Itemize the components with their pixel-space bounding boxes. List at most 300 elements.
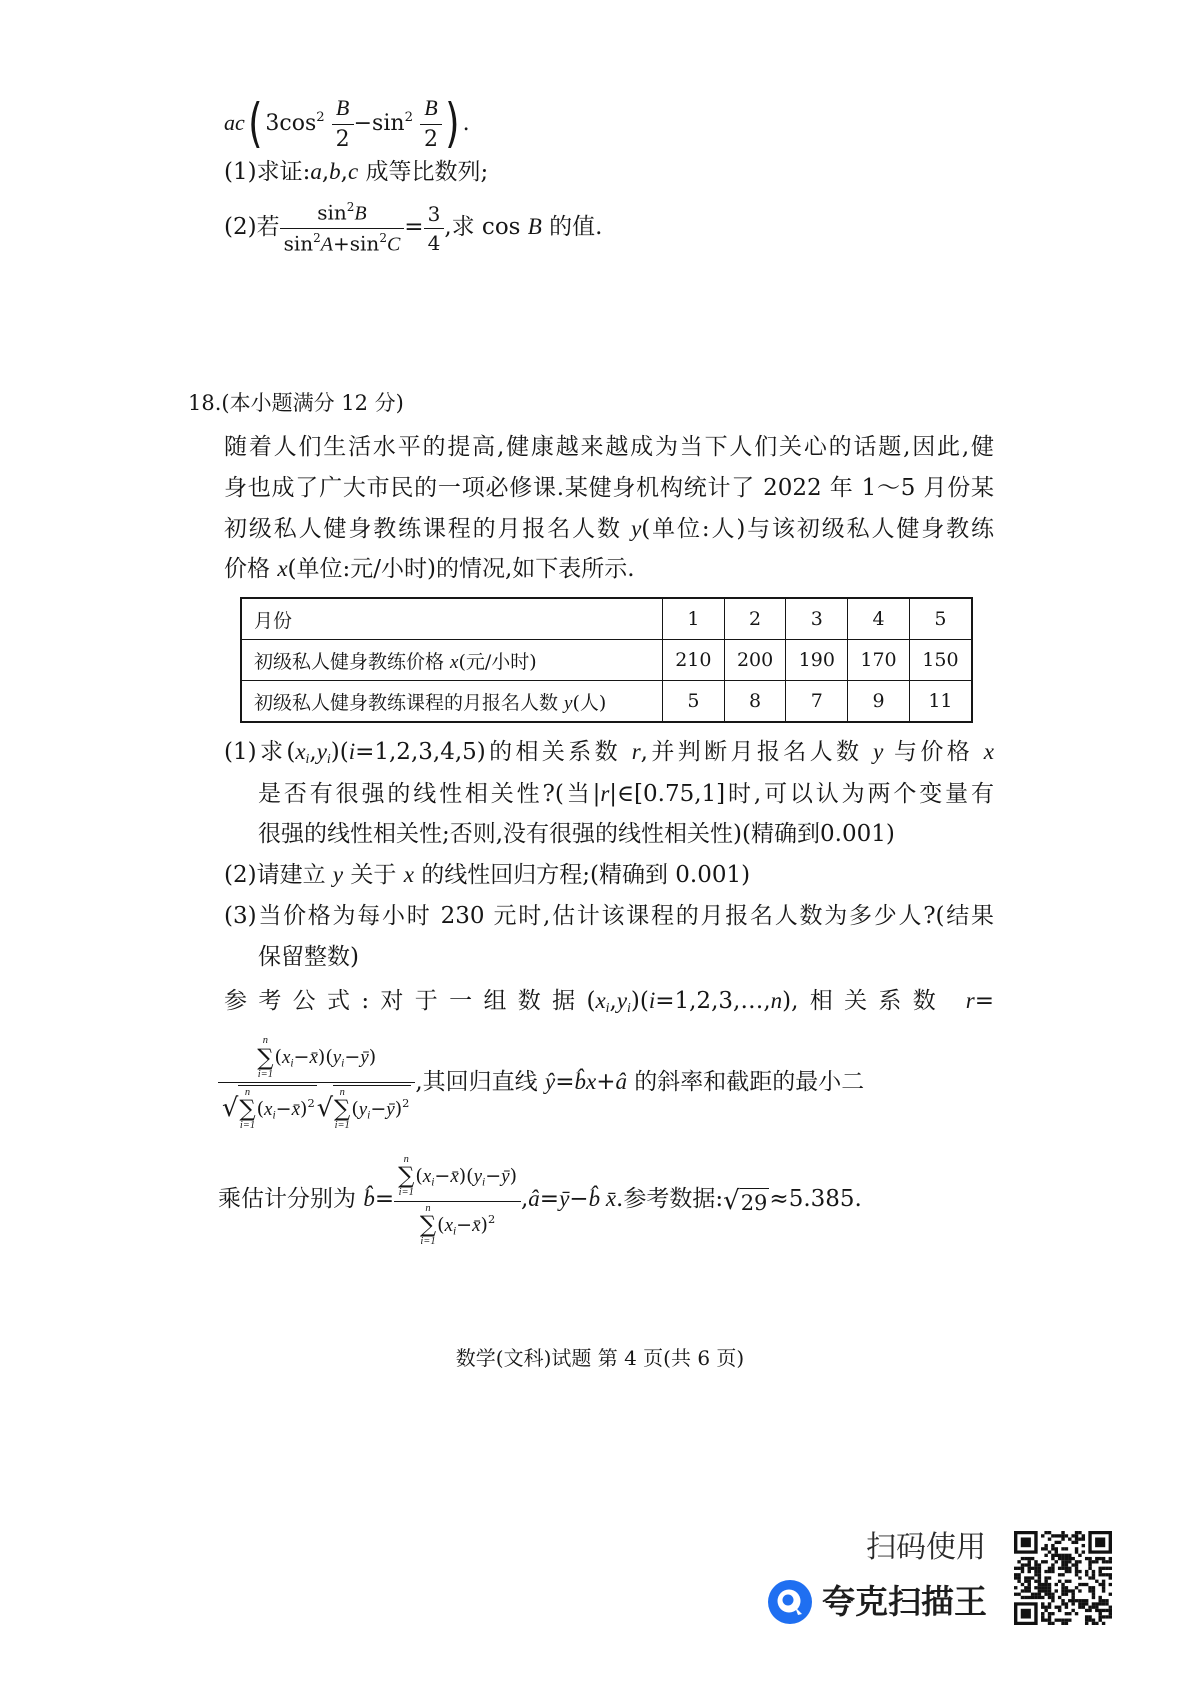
math-text: = xyxy=(555,1069,575,1095)
sum-upper-limit: n xyxy=(262,1035,268,1047)
qr-module xyxy=(1102,1615,1105,1618)
qr-module xyxy=(1071,1534,1074,1537)
least-squares-formula-line xyxy=(218,1149,862,1251)
qr-module xyxy=(1088,1576,1091,1579)
table-cell: 210 xyxy=(663,640,725,681)
fraction-denominator: 2 xyxy=(335,126,350,152)
qr-module xyxy=(1092,1622,1095,1625)
math-subscript: i xyxy=(431,1176,435,1189)
square-root-sign: √ xyxy=(222,1092,239,1123)
qr-module xyxy=(1105,1599,1108,1602)
qr-module xyxy=(1098,1596,1101,1599)
fraction-numerator xyxy=(218,1036,415,1083)
qr-module xyxy=(1038,1593,1041,1596)
math-superscript: 2 xyxy=(404,110,413,125)
math-text: sin xyxy=(283,230,314,255)
qr-module xyxy=(1095,1609,1098,1612)
qr-module xyxy=(1102,1573,1105,1576)
qr-module xyxy=(1109,1573,1112,1576)
text-segment: 初级私人健身教练课程的月报名人数 xyxy=(224,516,632,542)
qr-module xyxy=(1065,1557,1068,1560)
table-cell: 150 xyxy=(909,640,972,681)
qr-module xyxy=(1041,1619,1044,1622)
qr-module xyxy=(1075,1537,1078,1540)
qr-module xyxy=(1095,1606,1098,1609)
qr-module xyxy=(1051,1593,1054,1596)
left-parenthesis: ( xyxy=(247,92,263,154)
sum-sign: ∑ xyxy=(334,1096,351,1123)
qr-module xyxy=(1068,1537,1071,1540)
math-variable: B xyxy=(527,214,542,239)
qr-module xyxy=(1098,1570,1101,1573)
qr-module xyxy=(1065,1602,1068,1605)
qr-module xyxy=(1048,1622,1051,1625)
math-variable: x xyxy=(277,556,288,581)
qr-module xyxy=(1109,1612,1112,1615)
qr-module xyxy=(1102,1560,1105,1563)
qr-module xyxy=(1105,1609,1108,1612)
qr-module xyxy=(1061,1599,1064,1602)
correlation-fraction xyxy=(218,1036,415,1131)
math-text: ) xyxy=(394,1097,403,1120)
math-variable: ŷ xyxy=(545,1069,556,1094)
math-text: −sin xyxy=(353,111,405,137)
reference-formula-line xyxy=(224,986,994,1023)
fraction-denominator xyxy=(280,229,405,256)
qr-module xyxy=(1085,1583,1088,1586)
qr-module xyxy=(1048,1589,1051,1592)
qr-module xyxy=(1048,1531,1051,1534)
math-text: ) xyxy=(368,1046,377,1069)
math-variable: x̄ xyxy=(472,1214,481,1236)
qr-module xyxy=(1082,1583,1085,1586)
table-cell: 11 xyxy=(909,681,972,723)
qr-module xyxy=(1068,1599,1071,1602)
math-variable: â xyxy=(615,1069,627,1094)
qr-module xyxy=(1031,1576,1034,1579)
qr-module xyxy=(1055,1589,1058,1592)
qr-module xyxy=(1082,1550,1085,1553)
qr-module xyxy=(1044,1544,1047,1547)
qr-module xyxy=(1075,1586,1078,1589)
qr-module xyxy=(1028,1560,1031,1563)
qr-module xyxy=(1102,1583,1105,1586)
radicand: 29 xyxy=(740,1188,770,1215)
qr-module xyxy=(1102,1622,1105,1625)
qr-module xyxy=(1048,1619,1051,1622)
qr-module xyxy=(1065,1619,1068,1622)
qr-module xyxy=(1065,1622,1068,1625)
qr-module xyxy=(1088,1619,1091,1622)
qr-module xyxy=(1028,1589,1031,1592)
text-segment: 很强的线性相关性;否则,没有很强的线性相关性)(精确到0.001) xyxy=(258,821,895,847)
right-parenthesis: ) xyxy=(445,92,460,154)
qr-module xyxy=(1017,1580,1020,1583)
table-header-cell: 月份 xyxy=(241,598,663,640)
qr-module xyxy=(1024,1563,1027,1566)
qr-module xyxy=(1031,1593,1034,1596)
qr-module xyxy=(1041,1547,1044,1550)
math-variable: x̄ xyxy=(450,1165,459,1187)
text-segment: 价格 xyxy=(224,556,278,582)
qr-module xyxy=(1098,1599,1101,1602)
math-subscript: i xyxy=(627,1000,631,1016)
qr-module xyxy=(1061,1531,1064,1534)
q17-condition-formula xyxy=(224,86,470,156)
math-variable: x xyxy=(450,651,459,673)
qr-module xyxy=(1024,1596,1027,1599)
math-variable: r xyxy=(965,988,975,1013)
table-row xyxy=(241,681,972,723)
qr-module xyxy=(1038,1596,1041,1599)
qr-module xyxy=(1034,1586,1037,1589)
page-footer: 数学(文科)试题 第 4 页(共 6 页) xyxy=(455,1346,745,1370)
qr-module xyxy=(1038,1580,1041,1583)
text-segment: (1)求证: xyxy=(224,159,311,185)
qr-module xyxy=(1095,1557,1098,1560)
qr-module xyxy=(1034,1567,1037,1570)
qr-module xyxy=(1102,1589,1105,1592)
fraction xyxy=(280,200,405,256)
qr-module xyxy=(1055,1534,1058,1537)
qr-module xyxy=(1044,1589,1047,1592)
qr-module xyxy=(1105,1615,1108,1618)
qr-module xyxy=(1051,1570,1054,1573)
qr-module xyxy=(1014,1576,1017,1579)
math-variable: ȳ xyxy=(386,1098,395,1120)
qr-module xyxy=(1088,1609,1091,1612)
qr-module xyxy=(1028,1570,1031,1573)
summation xyxy=(334,1088,350,1132)
qr-module xyxy=(1075,1531,1078,1534)
qr-module xyxy=(1109,1609,1112,1612)
math-variable: ȳ xyxy=(559,1186,570,1211)
qr-module xyxy=(1105,1567,1108,1570)
qr-module xyxy=(1102,1557,1105,1560)
math-text: − xyxy=(434,1164,451,1187)
qr-module xyxy=(1071,1602,1074,1605)
text-segment: 是否有很强的线性相关性?(当| xyxy=(258,781,601,807)
table-cell: 5 xyxy=(663,681,725,723)
text-segment: (单位:人)与该初级私人健身教练 xyxy=(641,516,994,542)
fraction-numerator: B xyxy=(332,95,354,124)
qr-module xyxy=(1065,1547,1068,1550)
qr-module xyxy=(1058,1606,1061,1609)
qr-module xyxy=(1102,1599,1105,1602)
fraction xyxy=(332,95,354,153)
qr-module xyxy=(1051,1547,1054,1550)
qr-module xyxy=(1105,1602,1108,1605)
qr-module xyxy=(1065,1612,1068,1615)
qr-module xyxy=(1109,1567,1112,1570)
qr-finder-pattern xyxy=(1021,1537,1031,1547)
qr-module xyxy=(1021,1596,1024,1599)
qr-module xyxy=(1102,1609,1105,1612)
text-segment: , xyxy=(609,988,617,1014)
math-superscript: 2 xyxy=(402,1095,410,1110)
qr-module xyxy=(1082,1602,1085,1605)
qr-module xyxy=(1034,1563,1037,1566)
slope-fraction xyxy=(394,1155,521,1247)
qr-module xyxy=(1058,1557,1061,1560)
qr-module xyxy=(1044,1583,1047,1586)
qr-module xyxy=(1051,1557,1054,1560)
sum-lower-limit: i=1 xyxy=(239,1120,256,1132)
qr-module xyxy=(1109,1560,1112,1563)
sum-upper-limit: n xyxy=(339,1087,345,1098)
q18-intro-line xyxy=(224,554,635,584)
qr-code[interactable] xyxy=(1014,1531,1112,1625)
math-variable: A xyxy=(320,232,333,255)
qr-module xyxy=(1017,1567,1020,1570)
qr-module xyxy=(1109,1557,1112,1560)
square-root-sign: √ xyxy=(316,1092,334,1123)
math-variable: y xyxy=(473,1165,483,1187)
qr-module xyxy=(1021,1567,1024,1570)
math-subscript: i xyxy=(272,1109,276,1122)
math-text: 3cos xyxy=(265,111,317,137)
math-variable: b xyxy=(329,159,341,184)
qr-module xyxy=(1021,1589,1024,1592)
q18-sub3-line xyxy=(258,942,359,972)
qr-module xyxy=(1048,1537,1051,1540)
math-text: − xyxy=(344,1046,361,1069)
qr-module xyxy=(1068,1560,1071,1563)
qr-module xyxy=(1061,1560,1064,1563)
qr-module xyxy=(1098,1583,1101,1586)
math-superscript: 2 xyxy=(313,230,321,245)
qr-module xyxy=(1082,1599,1085,1602)
data-table xyxy=(240,597,973,723)
qr-module xyxy=(1095,1580,1098,1583)
table-cell: 9 xyxy=(848,681,910,723)
qr-module xyxy=(1044,1606,1047,1609)
math-text: )( xyxy=(317,1046,333,1069)
qr-module xyxy=(1068,1580,1071,1583)
qr-module xyxy=(1041,1583,1044,1586)
qr-module xyxy=(1048,1615,1051,1618)
qr-module xyxy=(1098,1612,1101,1615)
qr-module xyxy=(1102,1567,1105,1570)
qr-module xyxy=(1109,1576,1112,1579)
fraction-numerator: B xyxy=(420,95,442,124)
qr-module xyxy=(1102,1602,1105,1605)
q18-intro-line xyxy=(224,473,994,503)
qr-module xyxy=(1038,1589,1041,1592)
math-text: . xyxy=(462,111,470,137)
qr-module xyxy=(1051,1567,1054,1570)
qr-module xyxy=(1048,1550,1051,1553)
sum-lower-limit: i=1 xyxy=(257,1068,273,1080)
qr-module xyxy=(1065,1560,1068,1563)
qr-module xyxy=(1038,1576,1041,1579)
qr-module xyxy=(1071,1589,1074,1592)
qr-module xyxy=(1088,1606,1091,1609)
qr-module xyxy=(1061,1573,1064,1576)
qr-module xyxy=(1031,1557,1034,1560)
qr-module xyxy=(1085,1609,1088,1612)
math-variable: C xyxy=(386,232,401,255)
math-variable: x̄ xyxy=(291,1098,301,1120)
qr-finder-pattern xyxy=(1095,1537,1105,1547)
math-superscript: 2 xyxy=(346,200,355,215)
qr-module xyxy=(1075,1612,1078,1615)
qr-module xyxy=(1038,1583,1041,1586)
qr-module xyxy=(1095,1602,1098,1605)
qr-module xyxy=(1041,1612,1044,1615)
table-header-cell: 5 xyxy=(909,598,972,640)
qr-module xyxy=(1044,1609,1047,1612)
qr-module xyxy=(1092,1589,1095,1592)
math-superscript: 2 xyxy=(307,1095,315,1110)
qr-module xyxy=(1051,1612,1054,1615)
text-segment: )( xyxy=(330,739,349,765)
table-cell: 7 xyxy=(786,681,848,723)
math-variable: i xyxy=(348,739,356,764)
qr-module xyxy=(1078,1583,1081,1586)
qr-module xyxy=(1105,1573,1108,1576)
math-variable: x xyxy=(422,1165,432,1187)
qr-module xyxy=(1028,1557,1031,1560)
math-subscript: i xyxy=(326,751,331,767)
qr-module xyxy=(1102,1580,1105,1583)
qr-module xyxy=(1021,1570,1024,1573)
sum-sign: ∑ xyxy=(239,1096,256,1123)
q18-sub3-line xyxy=(224,901,994,931)
text-segment: ,并判断月报名人数 xyxy=(640,739,874,765)
qr-module xyxy=(1044,1580,1047,1583)
qr-module xyxy=(1092,1570,1095,1573)
qr-module xyxy=(1075,1599,1078,1602)
text-segment: (1)求( xyxy=(224,739,296,765)
table-row xyxy=(241,640,972,681)
math-superscript: 2 xyxy=(379,230,387,245)
qr-module xyxy=(1098,1567,1101,1570)
qr-module xyxy=(1048,1586,1051,1589)
qr-module xyxy=(1038,1570,1041,1573)
math-variable: ȳ xyxy=(360,1047,369,1069)
qr-module xyxy=(1044,1593,1047,1596)
qr-module xyxy=(1058,1619,1061,1622)
text-segment: , xyxy=(321,159,330,185)
math-text: = xyxy=(539,1186,560,1212)
qr-module xyxy=(1017,1593,1020,1596)
qr-module xyxy=(1078,1554,1081,1557)
text-segment: 初级私人健身教练价格 xyxy=(254,650,451,673)
qr-module xyxy=(1028,1563,1031,1566)
qr-module xyxy=(1098,1619,1101,1622)
qr-module xyxy=(1098,1557,1101,1560)
qr-module xyxy=(1105,1560,1108,1563)
text-segment: , xyxy=(309,739,317,765)
qr-module xyxy=(1092,1573,1095,1576)
qr-module xyxy=(1061,1534,1064,1537)
math-text: = xyxy=(374,1186,395,1212)
row-label xyxy=(241,640,663,681)
math-variable: â xyxy=(528,1186,540,1211)
qr-module xyxy=(1024,1580,1027,1583)
summation xyxy=(398,1155,414,1199)
qr-module xyxy=(1065,1567,1068,1570)
qr-module xyxy=(1034,1593,1037,1596)
text-segment: (元/小时) xyxy=(458,650,537,673)
math-text: , xyxy=(520,1186,529,1212)
math-variable: x xyxy=(403,862,414,887)
qr-module xyxy=(1028,1580,1031,1583)
qr-module xyxy=(1024,1586,1027,1589)
math-text: − xyxy=(293,1046,310,1069)
fraction-denominator xyxy=(394,1202,521,1248)
text-segment: (人) xyxy=(572,691,607,714)
qr-module xyxy=(1051,1596,1054,1599)
qr-module xyxy=(1082,1537,1085,1540)
qr-module xyxy=(1075,1547,1078,1550)
text-segment: .参考数据: xyxy=(616,1186,724,1212)
qr-module xyxy=(1051,1534,1054,1537)
math-text: ) xyxy=(509,1164,517,1187)
math-variable: x̄ xyxy=(600,1186,617,1211)
qr-module xyxy=(1078,1537,1081,1540)
fraction-numerator xyxy=(394,1155,521,1202)
fraction-denominator xyxy=(218,1083,415,1132)
fraction-numerator: 3 xyxy=(424,202,445,229)
math-variable: y xyxy=(358,1098,368,1120)
qr-module xyxy=(1041,1589,1044,1592)
text-segment: , xyxy=(340,159,348,185)
summation xyxy=(257,1036,273,1080)
qr-module xyxy=(1095,1560,1098,1563)
math-text: )( xyxy=(458,1164,474,1187)
math-variable: x xyxy=(586,1069,597,1094)
qr-module xyxy=(1061,1619,1064,1622)
text-segment: 保留整数) xyxy=(258,944,359,970)
qr-module xyxy=(1092,1576,1095,1579)
qr-module xyxy=(1068,1557,1071,1560)
math-variable: b̂ xyxy=(588,1186,601,1211)
qr-module xyxy=(1055,1606,1058,1609)
qr-module xyxy=(1048,1570,1051,1573)
qr-module xyxy=(1098,1602,1101,1605)
summation xyxy=(239,1088,255,1132)
qr-module xyxy=(1044,1619,1047,1622)
qr-module xyxy=(1109,1593,1112,1596)
qr-module xyxy=(1068,1589,1071,1592)
qr-module xyxy=(1061,1583,1064,1586)
qr-module xyxy=(1014,1573,1017,1576)
qr-module xyxy=(1031,1596,1034,1599)
table-header-cell: 4 xyxy=(848,598,910,640)
sum-sign: ∑ xyxy=(257,1044,274,1071)
qr-module xyxy=(1044,1570,1047,1573)
qr-module xyxy=(1061,1537,1064,1540)
qr-module xyxy=(1098,1615,1101,1618)
qr-module xyxy=(1048,1596,1051,1599)
qr-module xyxy=(1041,1606,1044,1609)
qr-module xyxy=(1078,1606,1081,1609)
math-variable: ac xyxy=(224,110,245,136)
q18-header: 18.(本小题满分 12 分) xyxy=(188,391,404,415)
row-label xyxy=(241,681,663,723)
text-segment: = xyxy=(974,988,994,1014)
qr-module xyxy=(1065,1570,1068,1573)
math-subscript: i xyxy=(453,1224,457,1237)
qr-module xyxy=(1082,1606,1085,1609)
math-subscript: i xyxy=(482,1176,486,1189)
text-segment: 身也成了广大市民的一项必修课.某健身机构统计了 2022 年 1～5 月份某 xyxy=(224,475,994,501)
fraction xyxy=(424,202,445,255)
qr-module xyxy=(1017,1560,1020,1563)
qr-module xyxy=(1092,1593,1095,1596)
